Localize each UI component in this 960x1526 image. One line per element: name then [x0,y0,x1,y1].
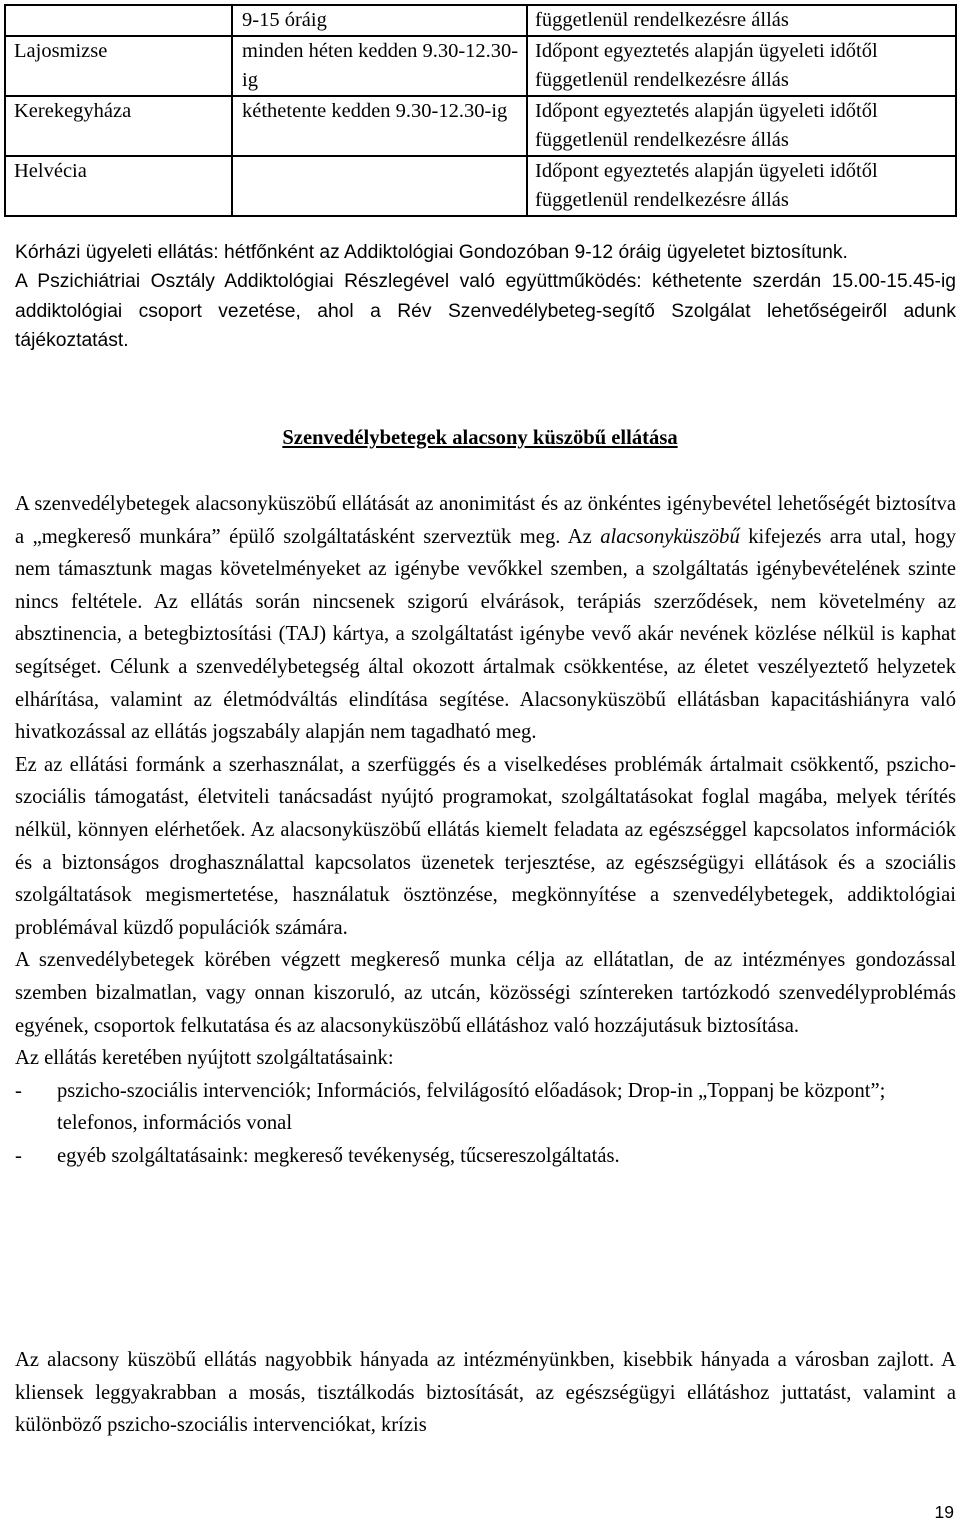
schedule-table [4,4,957,217]
time-cell: minden héten kedden 9.30-12.30-ig [232,36,527,96]
paragraph-text: A szenvedélybetegek alacsonyküszöbű ellátását az anonimitást és az önkéntes igénybevétel lehetőségét biztosítva a „megkereső munkára” épülő szolgáltatásként szerveztük meg. Az [15,493,956,548]
dash-bullet: - [15,1079,22,1102]
table-row [5,5,956,36]
table-row [5,96,956,156]
closing-block [15,1344,956,1442]
paragraph-text: kifejezés arra utal, hogy nem támasztunk magas követelményeket az igénybe vevőkkel szemben, a szolgáltatás igénybevételének szinte nincs feltétele. Az ellátás során nincsenek szigorú elvárások, terápiás szerződések, nem követelmény az absztinencia, a betegbiztosítási (TAJ) kártya, a szolgáltatást igénybe vevő akár nevének közlése nélkül is kaphat segítséget. Célunk a szenvedélybetegség által okozott ártalmak csökkentése, az életet veszélyeztető helyzetek elhárítása, valamint az életmódváltás elindítása segítése. Alacsonyküszöbű ellátásban kapacitáshiányra való hivatkozással az ellátás jogszabály alapján nem tagadható meg. [15,525,956,744]
time-cell [232,156,527,216]
time-cell: 9-15 óráig [232,5,527,36]
italic-term: alacsonyküszöbű [600,525,740,548]
section-heading: Szenvedélybetegek alacsony küszöbű ellátása [282,427,678,449]
section-body [15,488,956,1172]
table-row [5,36,956,96]
place-cell: Lajosmizse [5,36,232,96]
table-row [5,156,956,216]
list-intro: Az ellátás keretében nyújtott szolgáltatásaink: [15,1047,394,1070]
hospital-duty-paragraph: Kórházi ügyeleti ellátás: hétfőnként az Addiktológiai Gondozóban 9-12 óráig ügyeletet biztosítunk. [15,242,848,263]
paragraph [15,488,956,749]
note-cell: Időpont egyeztetés alapján ügyeleti időtől függetlenül rendelkezésre állás [527,36,956,96]
note-cell: Időpont egyeztetés alapján ügyeleti időtől függetlenül rendelkezésre állás [527,156,956,216]
intro-block [15,238,956,356]
note-cell: Időpont egyeztetés alapján ügyeleti időtől függetlenül rendelkezésre állás [527,96,956,156]
place-cell: Helvécia [5,156,232,216]
time-cell: kéthetente kedden 9.30-12.30-ig [232,96,527,156]
list-item-text: egyéb szolgáltatásaink: megkereső tevékenység, tűcsereszolgáltatás. [57,1144,620,1167]
list-item [15,1075,956,1140]
paragraph: Az alacsony küszöbű ellátás nagyobbik hányada az intézményünkben, kisebbik hányada a városban zajlott. A kliensek leggyakrabban a mosás, tisztálkodás biztosítását, az egészségügyi ellátáshoz juttatást, valamint a különböző pszicho-szociális intervenciókat, krízis [15,1349,956,1437]
paragraph: Ez az ellátási formánk a szerhasználat, a szerfüggés és a viselkedéses problémák ártalmait csökkentő, pszicho-szociális támogatást, életviteli tanácsadást nyújtó programokat, szolgáltatásokat foglal magába, melyek térítés nélkül, könnyen elérhetőek. Az alacsonyküszöbű ellátás kiemelt feladata az egészséggel kapcsolatos információk és a biztonságos droghasználattal kapcsolatos üzenetek terjesztése, az egészségügyi ellátások és a szociális szolgáltatások megismertetése, használatuk ösztönzése, megkönnyítése a szenvedélybetegek, addiktológiai problémával küzdő populációk számára. [15,753,956,939]
list-item-text: pszicho-szociális intervenciók; Információs, felvilágosító előadások; Drop-in „Toppanj be központ”; telefonos, információs vonal [57,1079,886,1135]
list-item [15,1140,956,1173]
paragraph: A szenvedélybetegek körében végzett megkereső munka célja az ellátatlan, de az intézményes gondozással szemben bizalmatlan, vagy onnan kiszoruló, az utcán, közösségi színtereken tartózkodó szenvedélyproblémás egyének, csoportok felkutatása és az alacsonyküszöbű ellátáshoz való hozzájutásuk biztosítása. [15,949,956,1037]
services-list [15,1075,956,1173]
dash-bullet: - [15,1144,22,1167]
page-number: 19 [934,1502,954,1522]
note-cell: függetlenül rendelkezésre állás [527,5,956,36]
cooperation-paragraph: A Pszichiátriai Osztály Addiktológiai Részlegével való együttműködés: kéthetente szerdán 15.00-15.45-ig addiktológiai csoport vezetése, ahol a Rév Szenvedélybeteg-segítő Szolgálat lehetőségeiről adunk tájékoztatást. [15,271,956,352]
place-cell [5,5,232,36]
place-cell: Kerekegyháza [5,96,232,156]
